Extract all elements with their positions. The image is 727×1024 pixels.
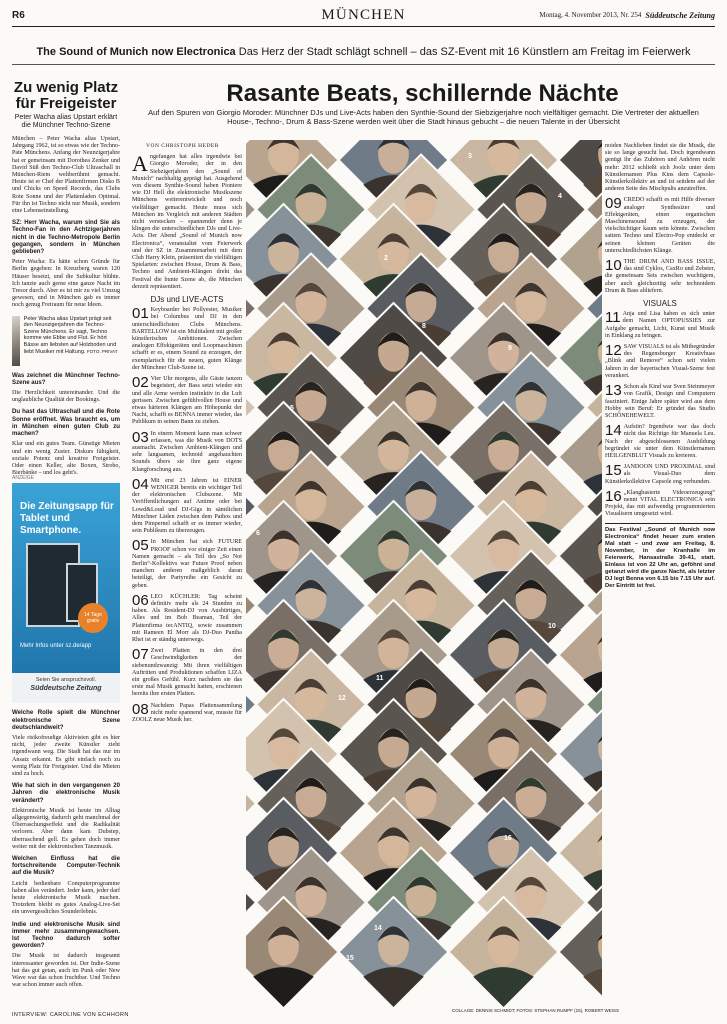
entry-text: SAW VISUALS ist als Mitbegründer des Regensburger Kreativhuas „Blink and Remove“ schon seit vielen Jahren in der bayerischen Visual-Szene fest verankert. (605, 344, 715, 379)
interview-answer: Leicht bedienbare Computerprogramme haben alles verändert. Jeder kann, jeder darf heute elektronische Musik machen. Trotzdem bleibt es gutes Analog-Live-Set ein unvergessliches Sounderlebnis. (12, 880, 120, 916)
ad-more-link[interactable]: Mehr Infos unter sz.de/app (20, 643, 92, 650)
artist-entry (605, 464, 715, 486)
tile-number: 11 (376, 675, 384, 682)
entry-number: 01 (132, 305, 149, 323)
entry-number: 04 (132, 475, 149, 493)
artist-entry (132, 307, 242, 372)
artist-entry (605, 487, 715, 519)
tile-number: 16 (504, 835, 512, 842)
tile-number: 13 (464, 580, 472, 587)
article-deck: Auf den Spuren von Giorgio Moroder: Münchner DJs und Live-Acts haben den Synthie-Sound der Siebzigerjahre noch vielfältiger gemacht. Die Vertreter der aktuellen House-, Techno-, Drum & Bass-Szene werden weit über die Stadt hinaus gebucht – die neuen Talente in der Übersicht (148, 108, 699, 126)
artist-entry (132, 648, 242, 698)
entry-number: 16 (605, 487, 622, 505)
tile-number: 15 (346, 955, 354, 962)
interview-question: Welchen Einfluss hat die fortschreitende Computer-Technik auf die Musik? (12, 854, 120, 877)
interview-intro: München – Peter Wacha alias Upstart, Jahrgang 1962, ist so etwas wie der Techno-Pate Münchens. Anfang der Neunzigerjahre hat er gemeinsam mit Dorothea Zenker und David Süß den Techno-Club Ultraschall in München-Riem weltberühmt gemacht. Heute ist er Chef der Plattenfirmen Disko B und Chicks on Speed Records, das Clubs Rote Sonne und der Plattenladen Optimal. Für ihn ist Techno nicht nur Musik, sondern eine Lebenseinstellung. (12, 136, 120, 215)
entry-text: Mit erst 23 Jahren ist EINER WENIGER bereits ein wichtiger Teil der elektronischen Clubszene. Mit Veröffentlichungen auf Antime oder bei Lowd&Loud und DJ-Gigs in sämtlichen Münchner Läden zwischen dem Pathos und dem Pimpernel schafft er es immer wieder, sein Publikum zu überzeugen. (132, 477, 242, 535)
section-heading-visuals: VISUALS (643, 299, 677, 309)
artist-entry (132, 700, 242, 725)
entry-number: 14 (605, 422, 622, 440)
entry-number: 08 (132, 700, 149, 718)
interview-answer: Viele risikofreudige Aktivisten gibt es hier nicht, jeder zweite Künstler zieht irgendwann weg. Die Stadt hat das nur im Ansatz erkannt. Es gibt einfach noch zu wenig Platz für Freigeister. Und die Mieten sind zu hoch. (12, 734, 120, 777)
drop-cap: A (132, 151, 148, 177)
tile-number: 5 (290, 405, 294, 412)
entry-number: 07 (132, 646, 149, 664)
festival-infobox: Das Festival „Sound of Munich now Electronica“ findet heuer zum ersten Mal statt – und zwar am Freitag, 8. November, in der Kranhalle im Feierwerk, Hansastraße 39-41, statt. Einlass ist von 22 Uhr an, geföhnt und getanzt wird die ganze Nacht, als letzter DJ legt Benna von 6.15 bis 7.15 Uhr auf. Der Eintritt ist frei. (605, 523, 715, 590)
article-headline: Rasante Beats, schillernde Nächte (226, 80, 619, 107)
entry-number: 13 (605, 382, 622, 400)
portrait-caption (24, 316, 120, 366)
artist-entry (605, 259, 715, 295)
interview-question: Indie und elektronische Musik sind immer mehr zusammengewachsen. Ist Techno dadurch softer geworden? (12, 920, 120, 950)
photo-credit: FOTO: PRIVAT (86, 348, 118, 354)
artist-entry (605, 384, 715, 420)
lead-text: ngefangen hat alles irgendwie bei Giorgio Moroder, der in den Siebzigerjahren den „Sound of Munich“ nachhaltig geprägt hat. Ausgehend von diesem Synthie-Sound haben Pioniere wie DJ Hell die elektronische Musikszene Münchens weiterentwickelt und noch vielfältiger gemacht. Heute muss sich München im Vergleich mit anderen Städten nicht verstecken – spannender denn je klingen die unterschiedlichen DJs und Live-Acts. Der Abend „Sound of Munich now Electronica“, veranstaltet vom Feierwerk und der SZ in Zusammenarbeit mit dem Club Harry Klein, präsentiert die vielfältigen Spielarten: zwischen House, Drum & Bass, Techno und Ambient-Klängen dreht das Festival die bunte Szene ab, die München derzeit repräsentiert. (132, 154, 242, 290)
entry-text: LEO KÜCHLER: Tag scheint definitiv mehr als 24 Stunden zu haben. Als Resident-DJ von Ausbürtiges, Alles und im Bob Beaman, Teil der Plattenfirma tecANTIQ, sowie zusammen mit Rameen El Morr als DJ-Duo Pantha Rhei ist er ständig unterwegs. (132, 593, 242, 643)
entry-number: 10 (605, 257, 622, 275)
entry-number: 06 (132, 591, 149, 609)
interview-question: Wie hat sich in den vergangenen 20 Jahren die elektronische Musik verändert? (12, 782, 120, 804)
header-rule (12, 26, 715, 27)
interview-column (12, 74, 120, 993)
entry-text: Keyboarder bei Pollyester, Musiker bei Columbus und DJ in den unterschiedlichsten Clubs Münchens. BARTELLOW ist ein Multitalent mit großer künstlerischen Ambitionen. Zwischen analogen Effektgeräten und Loopmaschinen schafft er es, einem Sound zu erzeugen, der exemplarisch für die neuen, guten Klänge der Münchner Club-Szene ist. (132, 307, 242, 371)
interview-answer: Elektronische Musik ist heute im Alltag allgegenwärtig, dadurch geht manchmal der Überraschungseffekt und die Radikalität verloren. Aber dann kam Dubstep, überraschend gell. Es gehen doch immer weiter mit der elektronischen Tanzmusik. (12, 807, 120, 850)
interview-credit: INTERVIEW: CAROLINE VON ECHHORN (12, 1012, 129, 1018)
tile-number: 10 (548, 623, 556, 630)
interview-subtitle: Peter Wacha alias Upstart erklärt die Münchner Techno-Szene (14, 114, 118, 129)
artist-entry (605, 344, 715, 380)
tile-number: 12 (338, 695, 346, 702)
section-title: MÜNCHEN (321, 6, 406, 23)
entry-text: CREDO schafft es mit Hilfe diverser analoger Synthesizer und Effektgeräten, einen organischen Maschinensound zu erzeugen, der vielschichtiger kaum sein könnte. Zwischen sattem Techno und Electro-Pop entdeckt er seinen kleinen Geräten die unterschiedlichsten Klänge. (605, 197, 715, 254)
portrait-collage (246, 140, 602, 1010)
entry-number: 12 (605, 342, 622, 360)
entry-text: Anja und Lisa haben es sich unter dem Namen OPTOPUSSIES zur Aufgabe gemacht, Licht, Kunst und Musik in Einklang zu bringen. (605, 311, 715, 339)
app-advertisement[interactable] (12, 475, 120, 703)
interview-title: Zu wenig Platz für Freigeister (13, 79, 119, 112)
entry-text: In einem Moment kann man schwer erfassen, was die Musik von DOTS ausmacht. Zwischen Ambient-Klängen und sehr langsamen, technoid angehauchten Sounds übers sie ihre ganz eigene Klangforschung aus. (132, 430, 242, 473)
ad-title: Die Zeitungsapp für Tablet und Smartphone. (20, 501, 114, 537)
interview-question: Was zeichnet die Münchner Techno-Szene aus? (12, 371, 120, 386)
page-number: R6 (12, 9, 25, 21)
kicker-text: Das Herz der Stadt schlägt schnell – das SZ-Event mit 16 Künstlern am Freitag im Feierwerk (238, 46, 691, 58)
ad-footer-brand: Süddeutsche Zeitung (30, 684, 102, 692)
entry-text: Vier Uhr morgens, alle Gäste tanzen begeistert, der Bass setzt wieder ein und alle Arme werden instinktiv in die Luft gerissen. Zwischen gefühlvollen House und etwas härteren Klängen am Höhepunkt der Nacht, schafft es BENNA immer wieder, das Publikum in seinen Bann zu ziehen. (132, 376, 242, 426)
right-column (605, 143, 715, 590)
entry-text: Schon als Kind war Sven Steinmeyer von Grafik, Design und Computern fasziniert. Einige Jahre später wird aus dem Hobby sein Beruf: Er gründet das Studio SCHÖNEHEWELT. (605, 384, 715, 419)
portrait-photo (12, 316, 20, 366)
interview-answer: Klar und ein gutes Team. Günstige Mieten und ein wenig Zuster. Diskurs fähigkeit, soziale Potenz und kreative Freigeister. Oder einen Keller, alte Boxen, Strobo, Bierbänke – und los geht's. (12, 441, 120, 477)
entry-number: 03 (132, 428, 149, 446)
interview-question: Welche Rolle spielt die Münchner elektronische Szene deutschlandweit? (12, 709, 120, 731)
ad-label: ANZEIGE (12, 475, 34, 482)
entry-text: JANDOON UND PROXIMAL sind als Visual-Duo dem Künstlerkollektive Capsole eng verbunden. (605, 464, 715, 485)
kicker-bold: The Sound of Munich now Electronica (36, 46, 236, 58)
tile-number: 14 (374, 925, 382, 932)
entry-number: 02 (132, 374, 149, 392)
artist-entry (132, 428, 242, 474)
artist-entry (132, 591, 242, 644)
collage-credit: COLLAGE: DENNIS SCHMIDT; FOTOS: STEPHAN RUMPF (15), ROBERT WEISS (452, 1008, 620, 1013)
entry-text: In München hat sich FUTURE PROOF schon vor einiger Zeit einen Namen gemacht – als Teil des „So Not Berlin“-Kollektivs war Future Proof neben manchen anderen maßgeblich daran beteiligt, der Partyreihe ein Gesicht zu geben. (132, 539, 242, 589)
interview-question: SZ: Herr Wacha, warum sind Sie als Techno-Fan in den Achtzigerjahren nicht in die Techno-Metropole Berlin gegangen, sondern in München geblieben? (12, 219, 120, 256)
tile-number: 8 (422, 323, 426, 330)
tile-number: 1 (346, 145, 350, 152)
entry-number: 15 (605, 462, 622, 480)
lead-paragraph (132, 151, 242, 291)
entry-text: Zwei Platten in den drei Geschwindigkeiten der siebenundzwanzig: Mit ihren vielfältigen Auftritten und Produktionen schaffen LIZA ein großes Gefühl. Kurz nachdem sie das erste mal Musik gemacht hatten, erschienen bereits ihre ersten Platten. (132, 648, 242, 698)
trial-badge: 14 Tage gratis (78, 603, 108, 633)
tile-number: 6 (256, 530, 260, 537)
entry-text: Aufstin? Irgendwie war das doch nicht das Richtige für Manuela Leu. Nach der abgeschlossenen Ausbildung begründet sie unter dem Künstlernamen HEILGENBLUT Visuals zu kreieren. (605, 424, 715, 459)
artist-entry (605, 197, 715, 255)
right-entries (605, 197, 715, 295)
tile-number: 9 (508, 345, 512, 352)
entry-text: Nachdem Papas Plattensammlung nicht mehr spannend war, musste für ZOOLZ neue Musik her. (132, 702, 242, 724)
entry-number: 09 (605, 195, 622, 213)
artist-entry (132, 475, 242, 536)
interview-question: Du hast das Ultraschall und die Rote Sonne eröffnet. Was braucht es, um in München einen guten Club zu machen? (12, 408, 120, 438)
interview-answer: Die Musik ist dadurch insgesamt interessanter geworden ist. Der Indie-Szene hat das gut getan, auch im Punk oder New Wave war das schon fruchtbar. Und Techno war schon immer auch offen. (12, 953, 120, 989)
article-column (132, 143, 242, 728)
artist-entry (132, 376, 242, 426)
tile-number: 2 (384, 255, 388, 262)
tile-number: 4 (558, 193, 562, 200)
interview-answer: Peter Wacha: Es hätte schon Gründe für Berlin gegeben: In Kreuzberg waren 120 Häuser besetzt, und die Subkultur blühte. Ich tanzte auch gerne eine ganze Nacht im Tresor durch. Aber es ist mir zu viel Umzug gewesen, und in München gab es immer noch genug Freiraum für neue Ideen. (12, 259, 120, 309)
event-kicker (0, 46, 727, 58)
page-header (12, 6, 715, 24)
artist-entry (605, 311, 715, 340)
tile-number: 7 (358, 590, 362, 597)
entry-number: 05 (132, 537, 149, 555)
ad-footer (12, 673, 120, 703)
interview-answer: Die Herzlichkeit untereinander. Und die unglaubliche Qualität der Bookings. (12, 390, 120, 404)
artist-entry (605, 424, 715, 460)
portrait-block (12, 316, 120, 366)
ad-footer-slogan: Seien Sie anspruchsvoll. (35, 677, 97, 684)
newspaper-brand: Süddeutsche Zeitung (645, 10, 715, 20)
entry-number: 11 (605, 309, 621, 327)
artist-entry (132, 539, 242, 589)
byline: VON CHRISTOPH HEDER (146, 143, 219, 149)
section-heading-dj: DJs und LIVE-ACTS (150, 295, 224, 305)
kicker-rule (12, 64, 715, 65)
artist-entries (132, 307, 242, 724)
caption-text: Peter Wacha alias Upstart prägt seit den Neunzigerjahren die Techno-Szene Münchens. Er sagt, Techno komme wie Ebbe und Flut. Er hört Bässe am liebsten auf Holzboden und liebt Musiker mit Haltung. (23, 315, 117, 355)
entry-text: „Klangbasierte Videoerzeugung“ nennt VITAL ELECTRONICA sein Projekt, das mit aufwendig programmierten Visualisern umgesetzt wird. (605, 489, 715, 518)
entry-text: THE DRUM AND BASS ISSUE, das sind Cyklos, CaxRo und Zebster, die gemeinsam Sets zwischen wuchtigem, aber auch gleichzeitig sehr technoidem Drum & Bass abliefern. (605, 259, 715, 294)
right-intro: noiden Nachlieben findet sie die Musik, die sie so lange gesucht hat. Doch irgendwann genügt ihr das Zuhören und Anhören nicht mehr: 2012 schließt sich Joolz unter dem Künstlernamen Plus Kins dem Capsole-Künstlerkollektiv an und ist seitdem auf der anderen Seite des Mischpults anzutreffen. (605, 143, 715, 193)
issue-date: Montag, 4. November 2013, Nr. 254 (539, 11, 642, 19)
tile-number: 3 (468, 153, 472, 160)
visual-entries (605, 311, 715, 518)
